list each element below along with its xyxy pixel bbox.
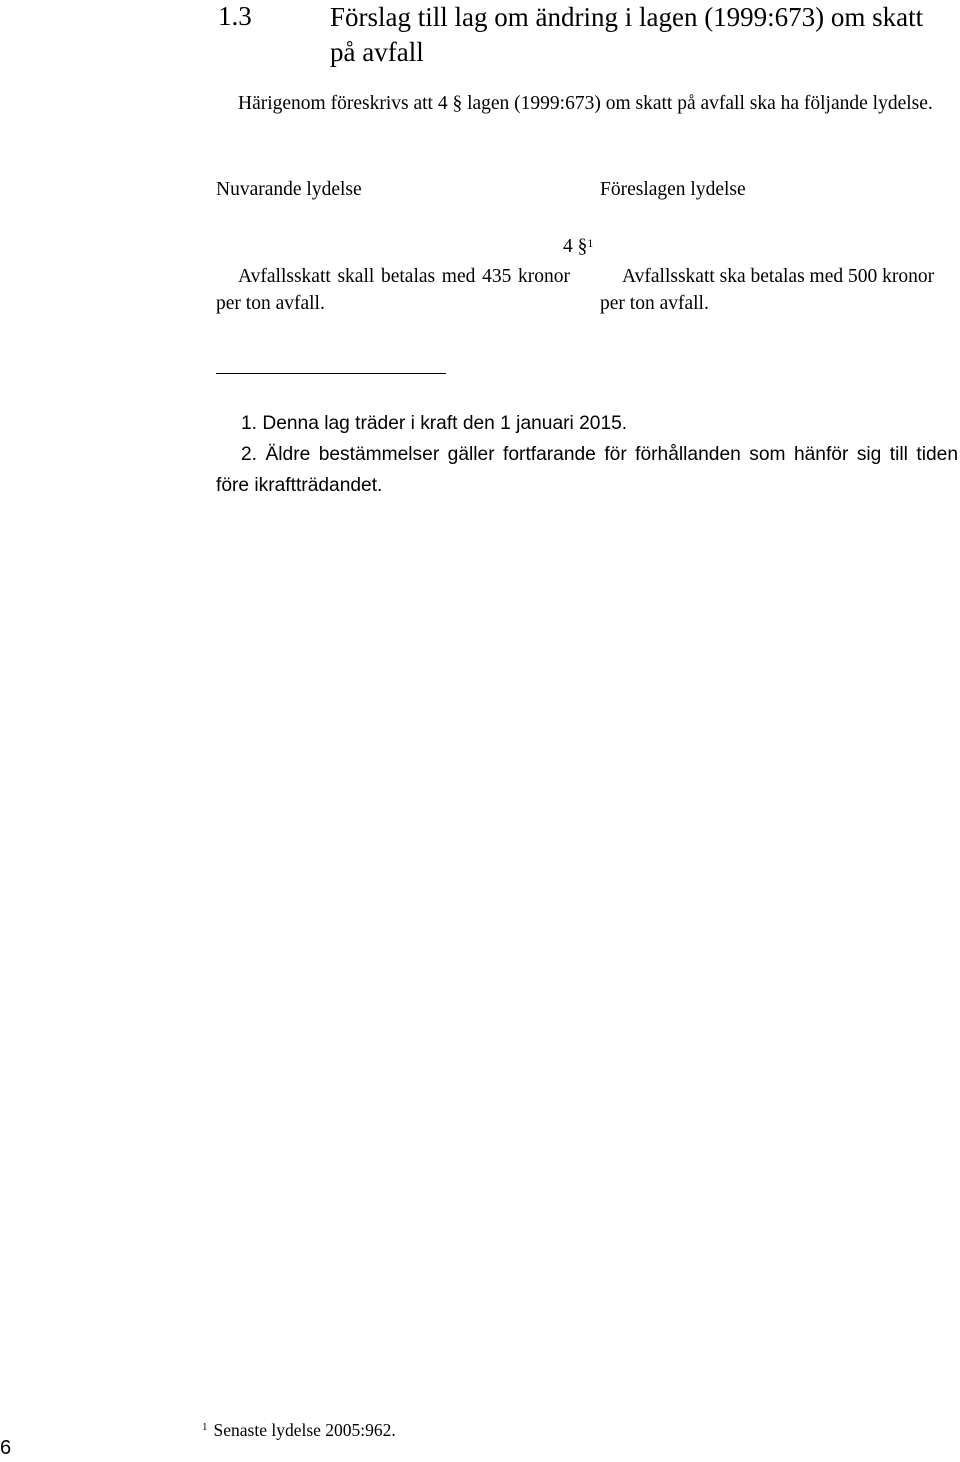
heading-number: 1.3 bbox=[218, 1, 252, 31]
page-number: 6 bbox=[0, 1437, 12, 1459]
section-mark bbox=[563, 232, 593, 262]
separator-rule bbox=[216, 373, 446, 374]
footnote-text: Senaste lydelse 2005:962. bbox=[213, 1420, 396, 1440]
current-wording-body: Avfallsskatt skall betalas med 435 kronor per ton avfall. bbox=[216, 266, 570, 314]
current-wording-text bbox=[216, 263, 570, 317]
proposed-wording-body: Avfallsskatt ska betalas med 500 kronor per ton avfall. bbox=[600, 266, 935, 314]
section-mark-text: 4 § bbox=[563, 236, 588, 257]
footnote-number: 1 bbox=[202, 1421, 208, 1433]
intro-text: Härigenom föreskrivs att 4 § lagen (1999:673) om skatt på avfall ska ha följande lydelse. bbox=[238, 93, 933, 114]
proposed-wording-text bbox=[600, 263, 956, 317]
intro-paragraph bbox=[216, 90, 958, 117]
provision-item: 2. Äldre bestämmelser gäller fortfarande för förhållanden som hänför sig till tiden före ikraftträdandet. bbox=[216, 444, 958, 496]
provision-item: 1. Denna lag träder i kraft den 1 januari 2015. bbox=[241, 413, 628, 434]
current-wording-label: Nuvarande lydelse bbox=[216, 179, 362, 200]
footnote bbox=[202, 1417, 396, 1443]
footnote-reference: 1 bbox=[587, 236, 594, 250]
proposed-wording-label: Föreslagen lydelse bbox=[600, 179, 746, 200]
transition-provisions bbox=[216, 408, 958, 501]
heading-title: Förslag till lag om ändring i lagen (1999:673) om skatt på avfall bbox=[330, 2, 924, 67]
